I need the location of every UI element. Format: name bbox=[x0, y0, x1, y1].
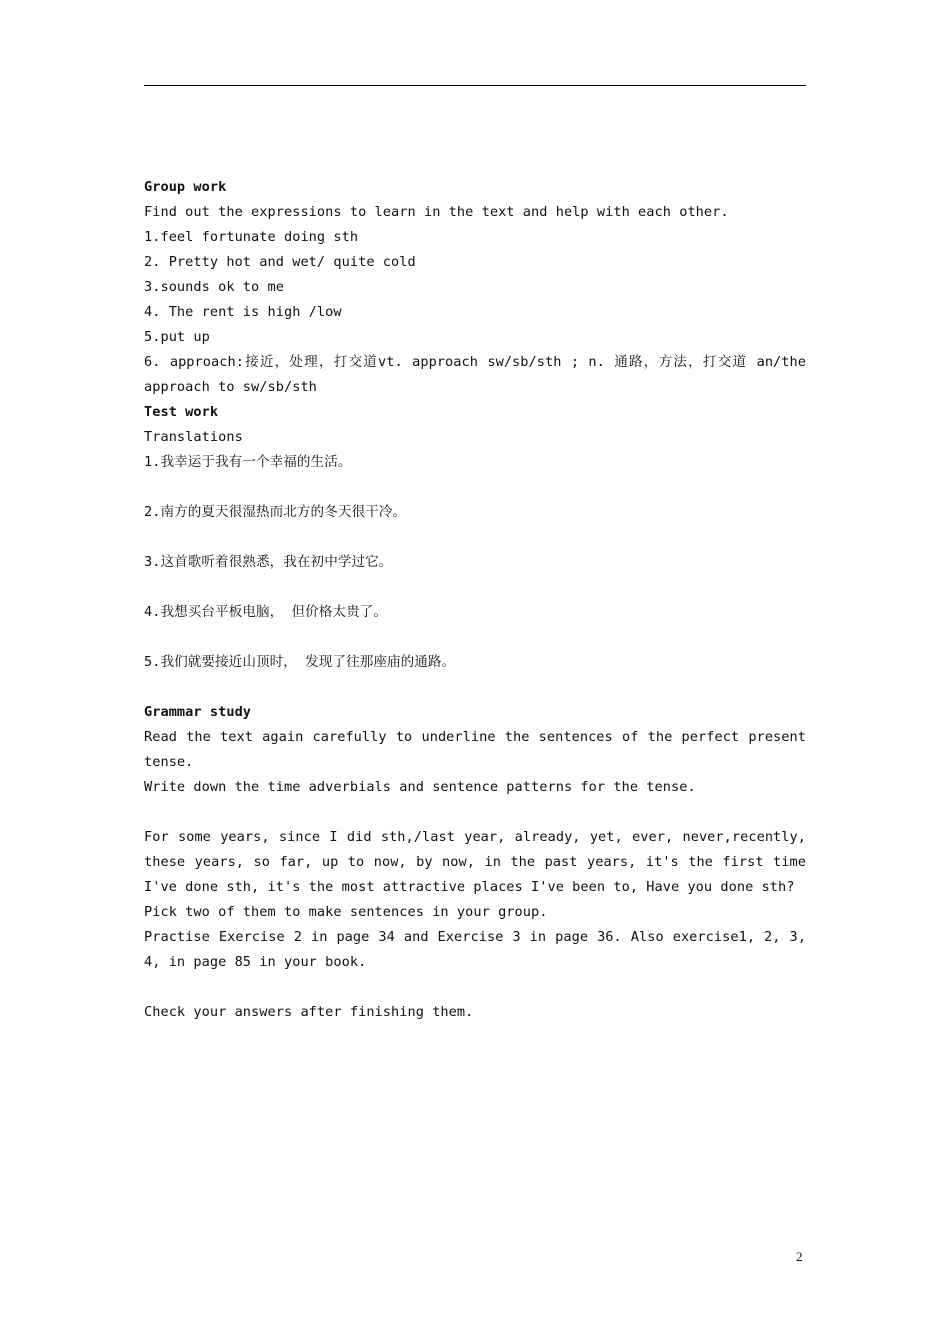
time-adverbials-list: For some years, since I did sth,/last year, already, yet, ever, never,recently, these years, so far, up to now, by now, in the past years, it's the first time I've done sth, it's the most attractive places I've been to, Have you done sth? bbox=[144, 829, 806, 895]
translation-item-4: 4.我想买台平板电脑， 但价格太贵了。 bbox=[144, 604, 388, 620]
spacer bbox=[144, 475, 806, 500]
group-work-heading: Group work bbox=[144, 179, 227, 195]
translations-subheading: Translations bbox=[144, 429, 243, 445]
expression-item-6: 6. approach:接近，处理，打交道vt. approach sw/sb/sth ; n. 通路，方法，打交道 an/the approach to sw/sb/sth bbox=[144, 354, 806, 395]
grammar-instruction-practise: Practise Exercise 2 in page 34 and Exercise 3 in page 36. Also exercise1, 2, 3, 4, in page 85 in your book. bbox=[144, 929, 806, 970]
grammar-study-heading: Grammar study bbox=[144, 704, 252, 720]
spacer bbox=[144, 800, 806, 825]
grammar-instruction-pick: Pick two of them to make sentences in your group. bbox=[144, 904, 548, 920]
expression-item-1: 1.feel fortunate doing sth bbox=[144, 229, 359, 245]
spacer bbox=[144, 675, 806, 700]
expression-item-3: 3.sounds ok to me bbox=[144, 279, 284, 295]
grammar-instruction-write: Write down the time adverbials and sentence patterns for the tense. bbox=[144, 779, 696, 795]
spacer bbox=[144, 525, 806, 550]
expression-item-4: 4. The rent is high /low bbox=[144, 304, 342, 320]
document-body bbox=[144, 175, 806, 1025]
spacer bbox=[144, 975, 806, 1000]
group-work-intro: Find out the expressions to learn in the text and help with each other. bbox=[144, 204, 729, 220]
expression-item-5: 5.put up bbox=[144, 329, 210, 345]
translation-item-5: 5.我们就要接近山顶时， 发现了往那座庙的通路。 bbox=[144, 654, 456, 670]
translation-item-2: 2.南方的夏天很湿热而北方的冬天很干冷。 bbox=[144, 504, 407, 520]
translation-item-1: 1.我幸运于我有一个幸福的生活。 bbox=[144, 454, 352, 470]
grammar-instruction-read: Read the text again carefully to underline the sentences of the perfect present tense. bbox=[144, 729, 806, 770]
translation-item-3: 3.这首歌听着很熟悉，我在初中学过它。 bbox=[144, 554, 393, 570]
spacer bbox=[144, 625, 806, 650]
header-rule bbox=[144, 85, 806, 86]
grammar-closing: Check your answers after finishing them. bbox=[144, 1004, 474, 1020]
test-work-heading: Test work bbox=[144, 404, 219, 420]
page-number: 2 bbox=[796, 1249, 803, 1264]
expression-item-2: 2. Pretty hot and wet/ quite cold bbox=[144, 254, 416, 270]
spacer bbox=[144, 575, 806, 600]
